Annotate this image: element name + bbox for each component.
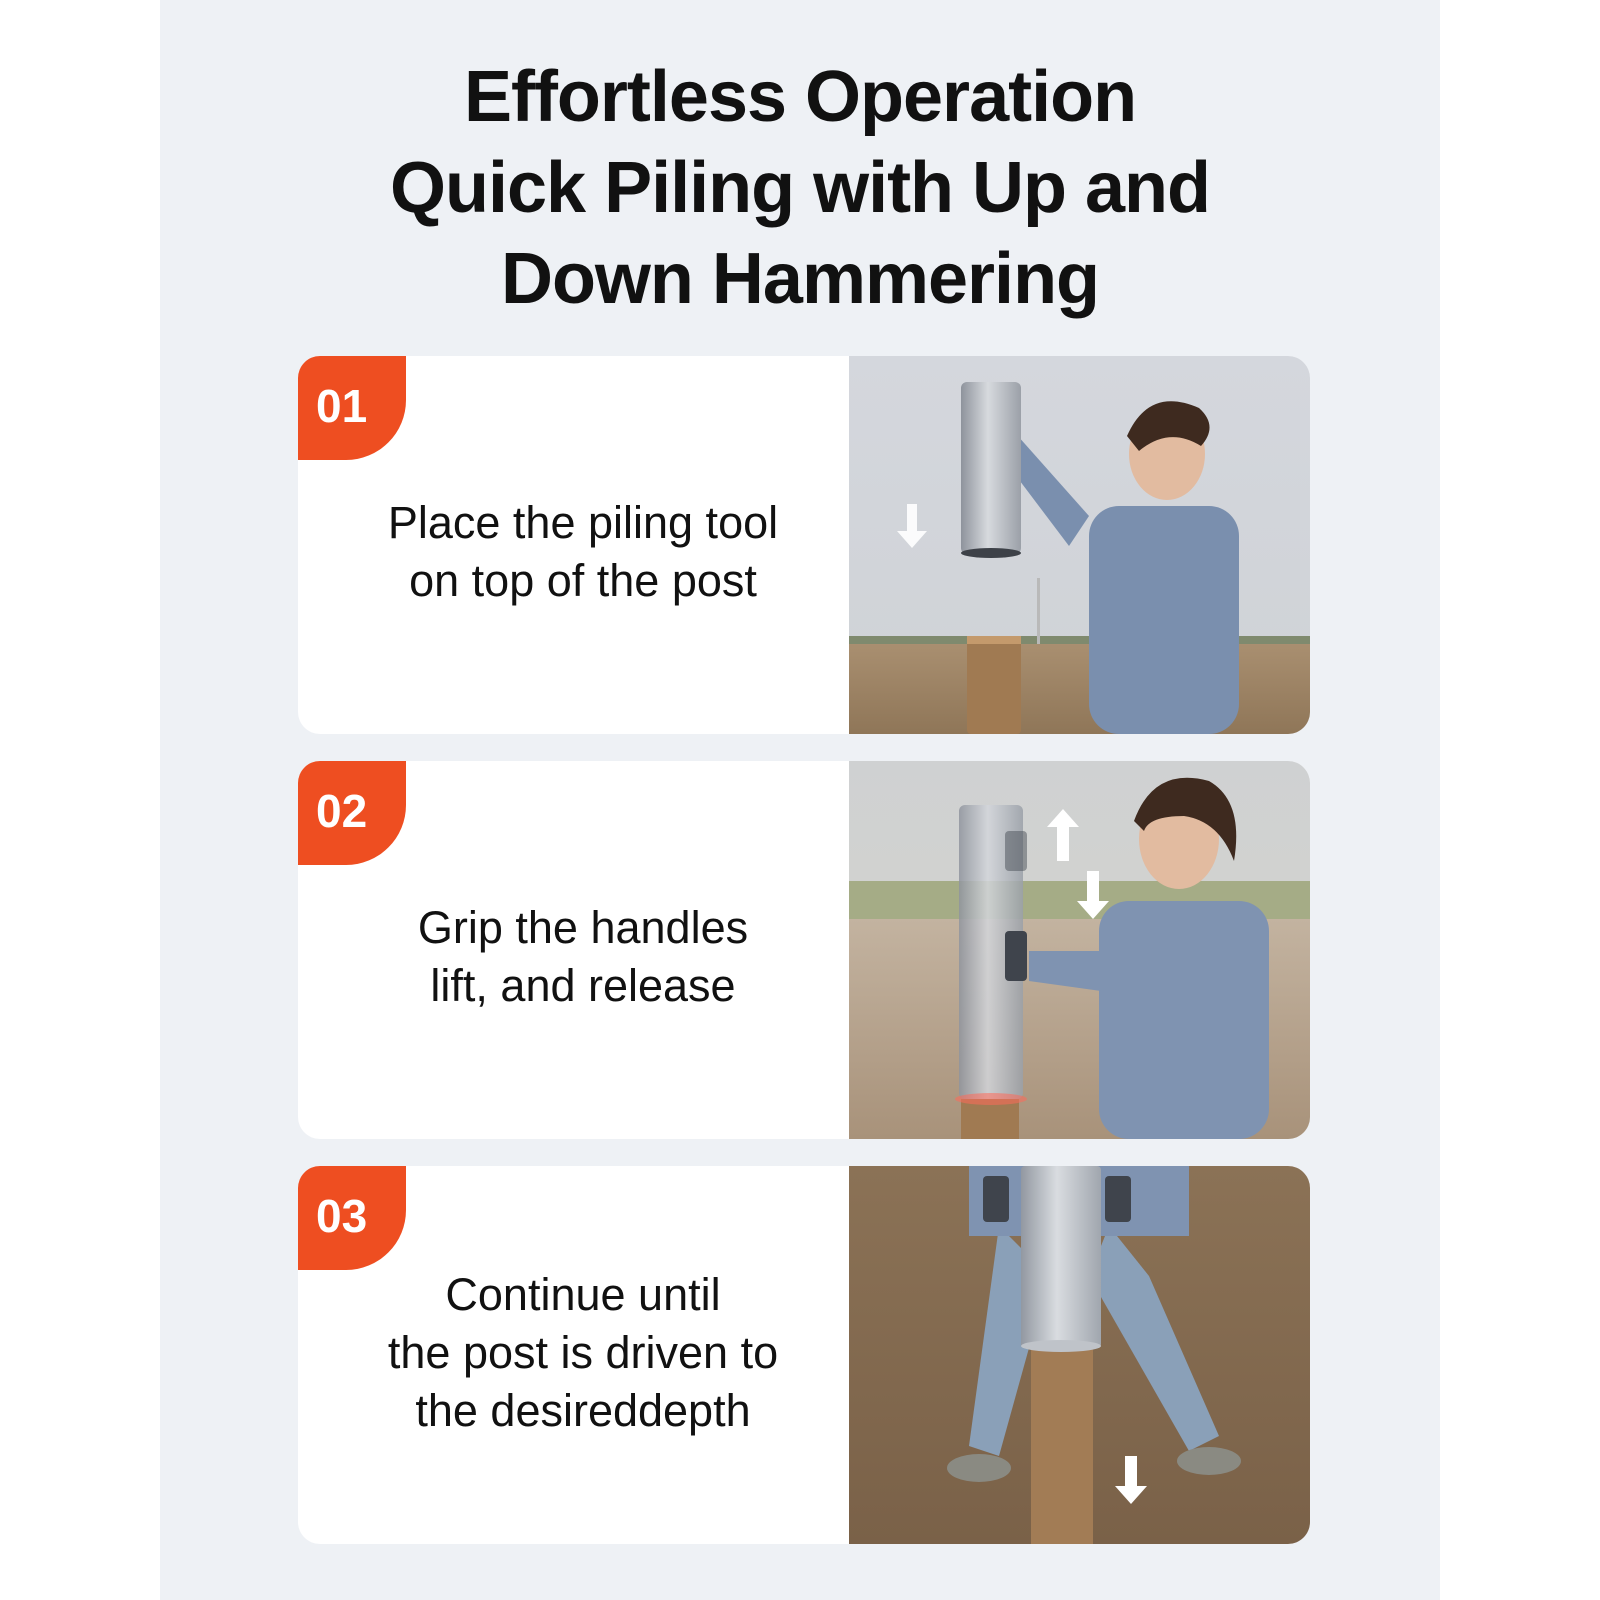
step-number: 02 (316, 785, 368, 837)
step-number: 01 (316, 380, 368, 432)
step-card-3 (298, 1166, 1310, 1544)
step-number: 03 (316, 1190, 368, 1242)
step-text-line-2: lift, and release (430, 960, 736, 1011)
step-card-2 (298, 761, 1310, 1139)
step-text-line-1: Continue until (445, 1269, 721, 1320)
infographic-panel (160, 0, 1440, 1600)
headline (160, 52, 1440, 325)
step-card-1 (298, 356, 1310, 734)
step-description (318, 1266, 848, 1440)
step-photo-lift-release (849, 761, 1310, 1139)
step-description (318, 899, 848, 1015)
step-number-badge (298, 1166, 406, 1270)
headline-line-1: Effortless Operation (463, 57, 1137, 137)
step-number-badge (298, 761, 406, 865)
step-text-line-2: on top of the post (409, 555, 757, 606)
step-text-line-3: the desireddepth (415, 1385, 751, 1436)
headline-line-2: Quick Piling with Up and (389, 148, 1211, 228)
step-text-line-1: Place the piling tool (387, 497, 779, 548)
step-number-badge (298, 356, 406, 460)
step-description (318, 494, 848, 610)
step-text-line-2: the post is driven to (387, 1327, 779, 1378)
step-text-line-1: Grip the handles (417, 902, 749, 953)
headline-line-3: Down Hammering (500, 239, 1100, 319)
step-photo-place-tool (849, 356, 1310, 734)
step-photo-drive-post (849, 1166, 1310, 1544)
